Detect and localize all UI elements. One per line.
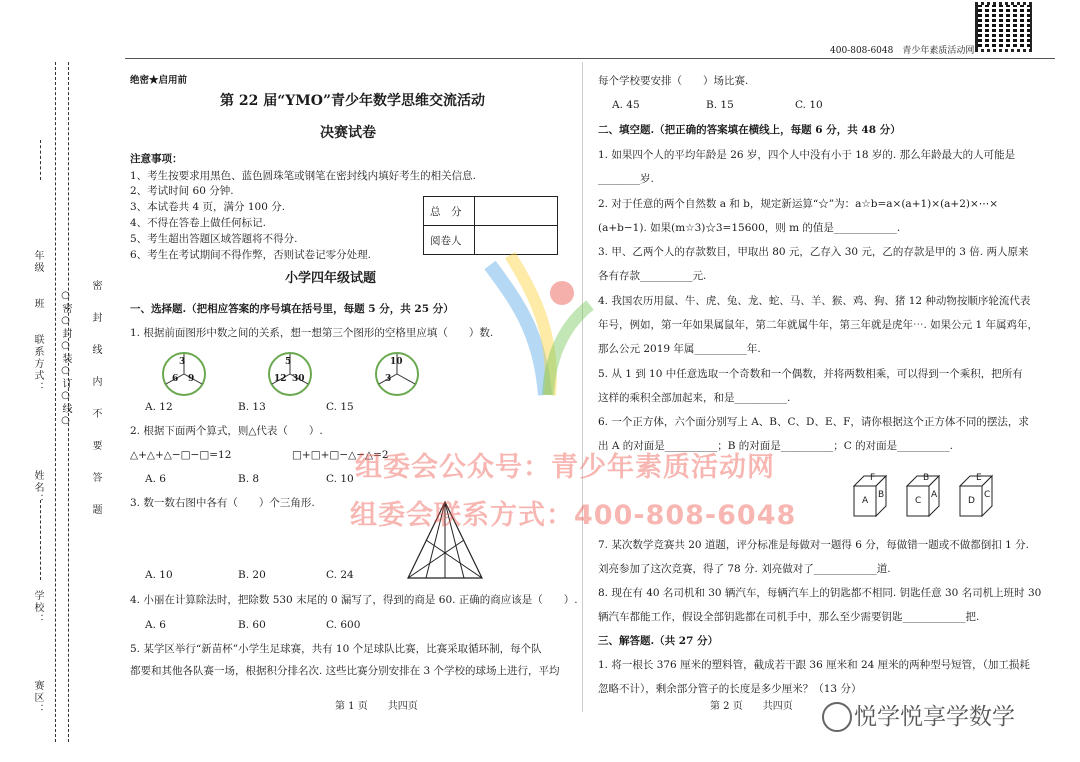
circle-number: 3 [179,357,186,367]
q5-option-a: A. 45 [612,99,640,111]
q4-option-a: A. 6 [145,619,166,631]
question-4: 4. 小丽在计算除法时，把除数 530 末尾的 0 漏写了，得到的商是 60. 正确的商应该是（ ）. [130,594,578,606]
fill-7-line2: 刘亮参加了这次竞赛，得了 78 分. 刘亮做对了____________道. [598,563,891,575]
section-fill: 二、填空题.（把正确的答案填在横线上，每题 6 分，共 48 分） [598,124,901,136]
circle-number: 5 [285,357,292,367]
fill-8-line1: 8. 现在有 40 名司机和 30 辆汽车，每辆汽车上的钥匙都不相同. 钥匙任意 30 名司机上班时 30 [598,587,1042,599]
fill-1-line1: 1. 如果四个人的平均年龄是 26 岁，四个人中没有小于 18 岁的. 那么年龄最大的人可能是 [598,149,1016,161]
exam-title: 第 22 届“YMO”青少年数学思维交流活动 [220,93,486,109]
q2-option-c: C. 10 [326,473,354,485]
grade-title: 小学四年级试题 [285,271,377,286]
q2-option-b: B. 8 [238,473,260,485]
school-field: 学校： [32,590,43,626]
circle-number: 9 [188,374,195,384]
q1-option-b: B. 13 [238,401,266,413]
wechat-icon [822,702,852,732]
fill-1-line2: ________岁. [598,173,654,185]
circle-number: 3 [385,374,392,384]
question-1: 1. 根据前面图形中数之间的关系，想一想第三个图形的空格里应填（ ）数. [130,327,494,339]
solve-1-line1: 1. 将一根长 376 厘米的塑料管，截成若干跟 36 厘米和 24 厘米的两种型号短管，（加工损耗 [598,659,1030,671]
cube-face-label: B [923,473,930,483]
seal-line-text: ○密○封○装○订○线○ [60,290,71,428]
secret-label: 绝密★启用前 [130,75,188,86]
no-answer-warning: 密 封 线 内 不 要 答 题 [90,280,101,520]
circle-number: 30 [292,374,305,384]
cube-view-2 [903,472,943,520]
region-field: 赛区： [32,680,43,716]
fill-6-line1: 6. 一个正方体，六个面分别写上 A、B、C、D、E、F，请你根据这个正方体不同的摆法，求 [598,416,1029,428]
cube-face-label: C [915,496,922,506]
number-circle [268,352,312,396]
q1-option-a: A. 12 [145,401,173,413]
note-item: 4、不得在答卷上做任何标记. [130,217,267,229]
fill-6-line2: 出 A 的对面是__________；B 的对面是__________；C 的对面是__________. [598,440,954,452]
fill-8-line2: 辆汽车都能工作，假设全部钥匙都在司机手中，那么至少需要钥匙____________把. [598,611,980,623]
fill-4-line1: 4. 我国农历用鼠、牛、虎、兔、龙、蛇、马、羊、猴、鸡、狗、猪 12 种动物按顺序轮流代表 [598,295,1031,307]
header-rule [125,58,1055,59]
total-score-cell[interactable] [475,197,558,226]
cube-face-label: E [976,473,982,483]
number-circle [375,352,419,396]
question-5-line1: 5. 某学区举行“新苗杯”小学生足球赛，共有 10 个足球队比赛，比赛采取循环制，每个队 [130,643,542,655]
q5-option-c: C. 10 [795,99,823,111]
q2-equation-1: △+△+△−□−□=12 [130,449,232,461]
qr-code-pattern [978,5,1030,49]
q5-option-b: B. 15 [706,99,734,111]
question-3: 3. 数一数右图中各有（ ）个三角形. [130,497,315,509]
fill-2-line1: 2. 对于任意的两个自然数 a 和 b，规定新运算“☆”为：a☆b=a×(a+1)×(a+2)×⋯× [598,198,999,210]
q2-option-a: A. 6 [145,473,166,485]
fill-4-line2: 年号，例如，第一年如果属鼠年，第二年就属牛年，第三年就是虎年⋯. 如果公元 1 年属鸡年， [598,319,1039,331]
section-solve: 三、解答题.（共 27 分） [598,635,719,647]
circle-number: 6 [172,374,179,384]
brand-logo-text: 悦学悦享学数学 [854,704,1015,730]
binding-dash-left [55,62,56,742]
note-item: 1、考生按要求用黑色、蓝色圆珠笔或钢笔在密封线内填好考生的相关信息. [130,170,477,182]
notes-title: 注意事项： [130,153,183,165]
fill-3-line2: 各有存款__________元. [598,270,707,282]
q3-option-a: A. 10 [145,569,173,581]
header-contact: 400-808-6048 青少年素质活动网 [830,46,975,56]
cube-face-label: B [878,490,885,500]
fill-5-line2: 这样的乘积全部加起来，和是__________. [598,392,791,404]
note-item: 2、考试时间 60 分钟. [130,185,234,197]
event-logo [480,245,600,405]
question-5-line3: 每个学校要安排（ ）场比赛. [598,75,749,87]
circle-number: 12 [274,374,287,384]
note-item: 6、考生在考试期间不得作弊，否则试卷记零分处理. [130,249,372,261]
section-choice: 一、选择题.（把相应答案的序号填在括号里，每题 5 分，共 25 分） [130,303,454,315]
note-item: 5、考生超出答题区域答题将不得分. [130,233,298,245]
grade-field: 年级 班 联系方式： [32,250,43,394]
field-underline [40,500,41,580]
fill-4-line3: 那么公元 2019 年属__________年. [598,343,761,355]
question-2: 2. 根据下面两个算式，则△代表（ ）. [130,425,323,437]
circle-number: 10 [390,357,403,367]
fill-7-line1: 7. 某次数学竞赛共 20 道题，评分标准是每做对一题得 6 分，每做错一题或不做都倒扣 1 分. [598,539,1029,551]
q2-equation-2: □+□+□−△−△=2 [292,449,389,461]
note-item: 3、本试卷共 4 页，满分 100 分. [130,201,286,213]
cube-face-label: A [862,496,869,506]
number-circle [162,352,206,396]
q1-option-c: C. 15 [326,401,354,413]
total-score-label: 总 分 [424,197,475,226]
grader-label: 阅卷人 [424,226,475,255]
exam-subtitle: 决赛试卷 [320,125,376,141]
page-footer-left: 第 1 页 共四页 [335,701,418,712]
cube-face-label: F [870,473,876,483]
cube-face-label: C [984,490,991,500]
field-underline [40,140,41,180]
page-footer-right: 第 2 页 共四页 [710,701,793,712]
q4-option-b: B. 60 [238,619,266,631]
cube-face-label: A [931,490,938,500]
q3-option-b: B. 20 [238,569,266,581]
fill-5-line1: 5. 从 1 到 10 中任意选取一个奇数和一个偶数，并将两数相乘，可以得到一个乘积，把所有 [598,368,1023,380]
q3-option-c: C. 24 [326,569,354,581]
fill-2-line2: (a+b−1). 如果(m☆3)☆3=15600，则 m 的值是____________. [598,222,901,234]
solve-1-line2: 忽略不计），剩余部分管子的长度是多少厘米？（13 分） [598,683,862,695]
watermark-line-1: 组委会公众号：青少年素质活动网 [355,452,775,483]
cube-face-label: D [968,496,975,506]
q4-option-c: C. 600 [326,619,361,631]
cube-view-3 [956,472,996,520]
name-field: 姓名： [32,470,43,506]
watermark-line-2: 组委会联系方式：400-808-6048 [350,500,797,531]
cube-view-1 [850,472,890,520]
fill-3-line1: 3. 甲、乙两个人的存款数目，甲取出 80 元，乙存入 30 元，乙的存款是甲的 3 倍. 两人原来 [598,246,1029,258]
question-5-line2: 都要和其他各队赛一场，根据积分排名次. 这些比赛分别安排在 3 个学校的球场上进行，平均 [130,665,560,677]
